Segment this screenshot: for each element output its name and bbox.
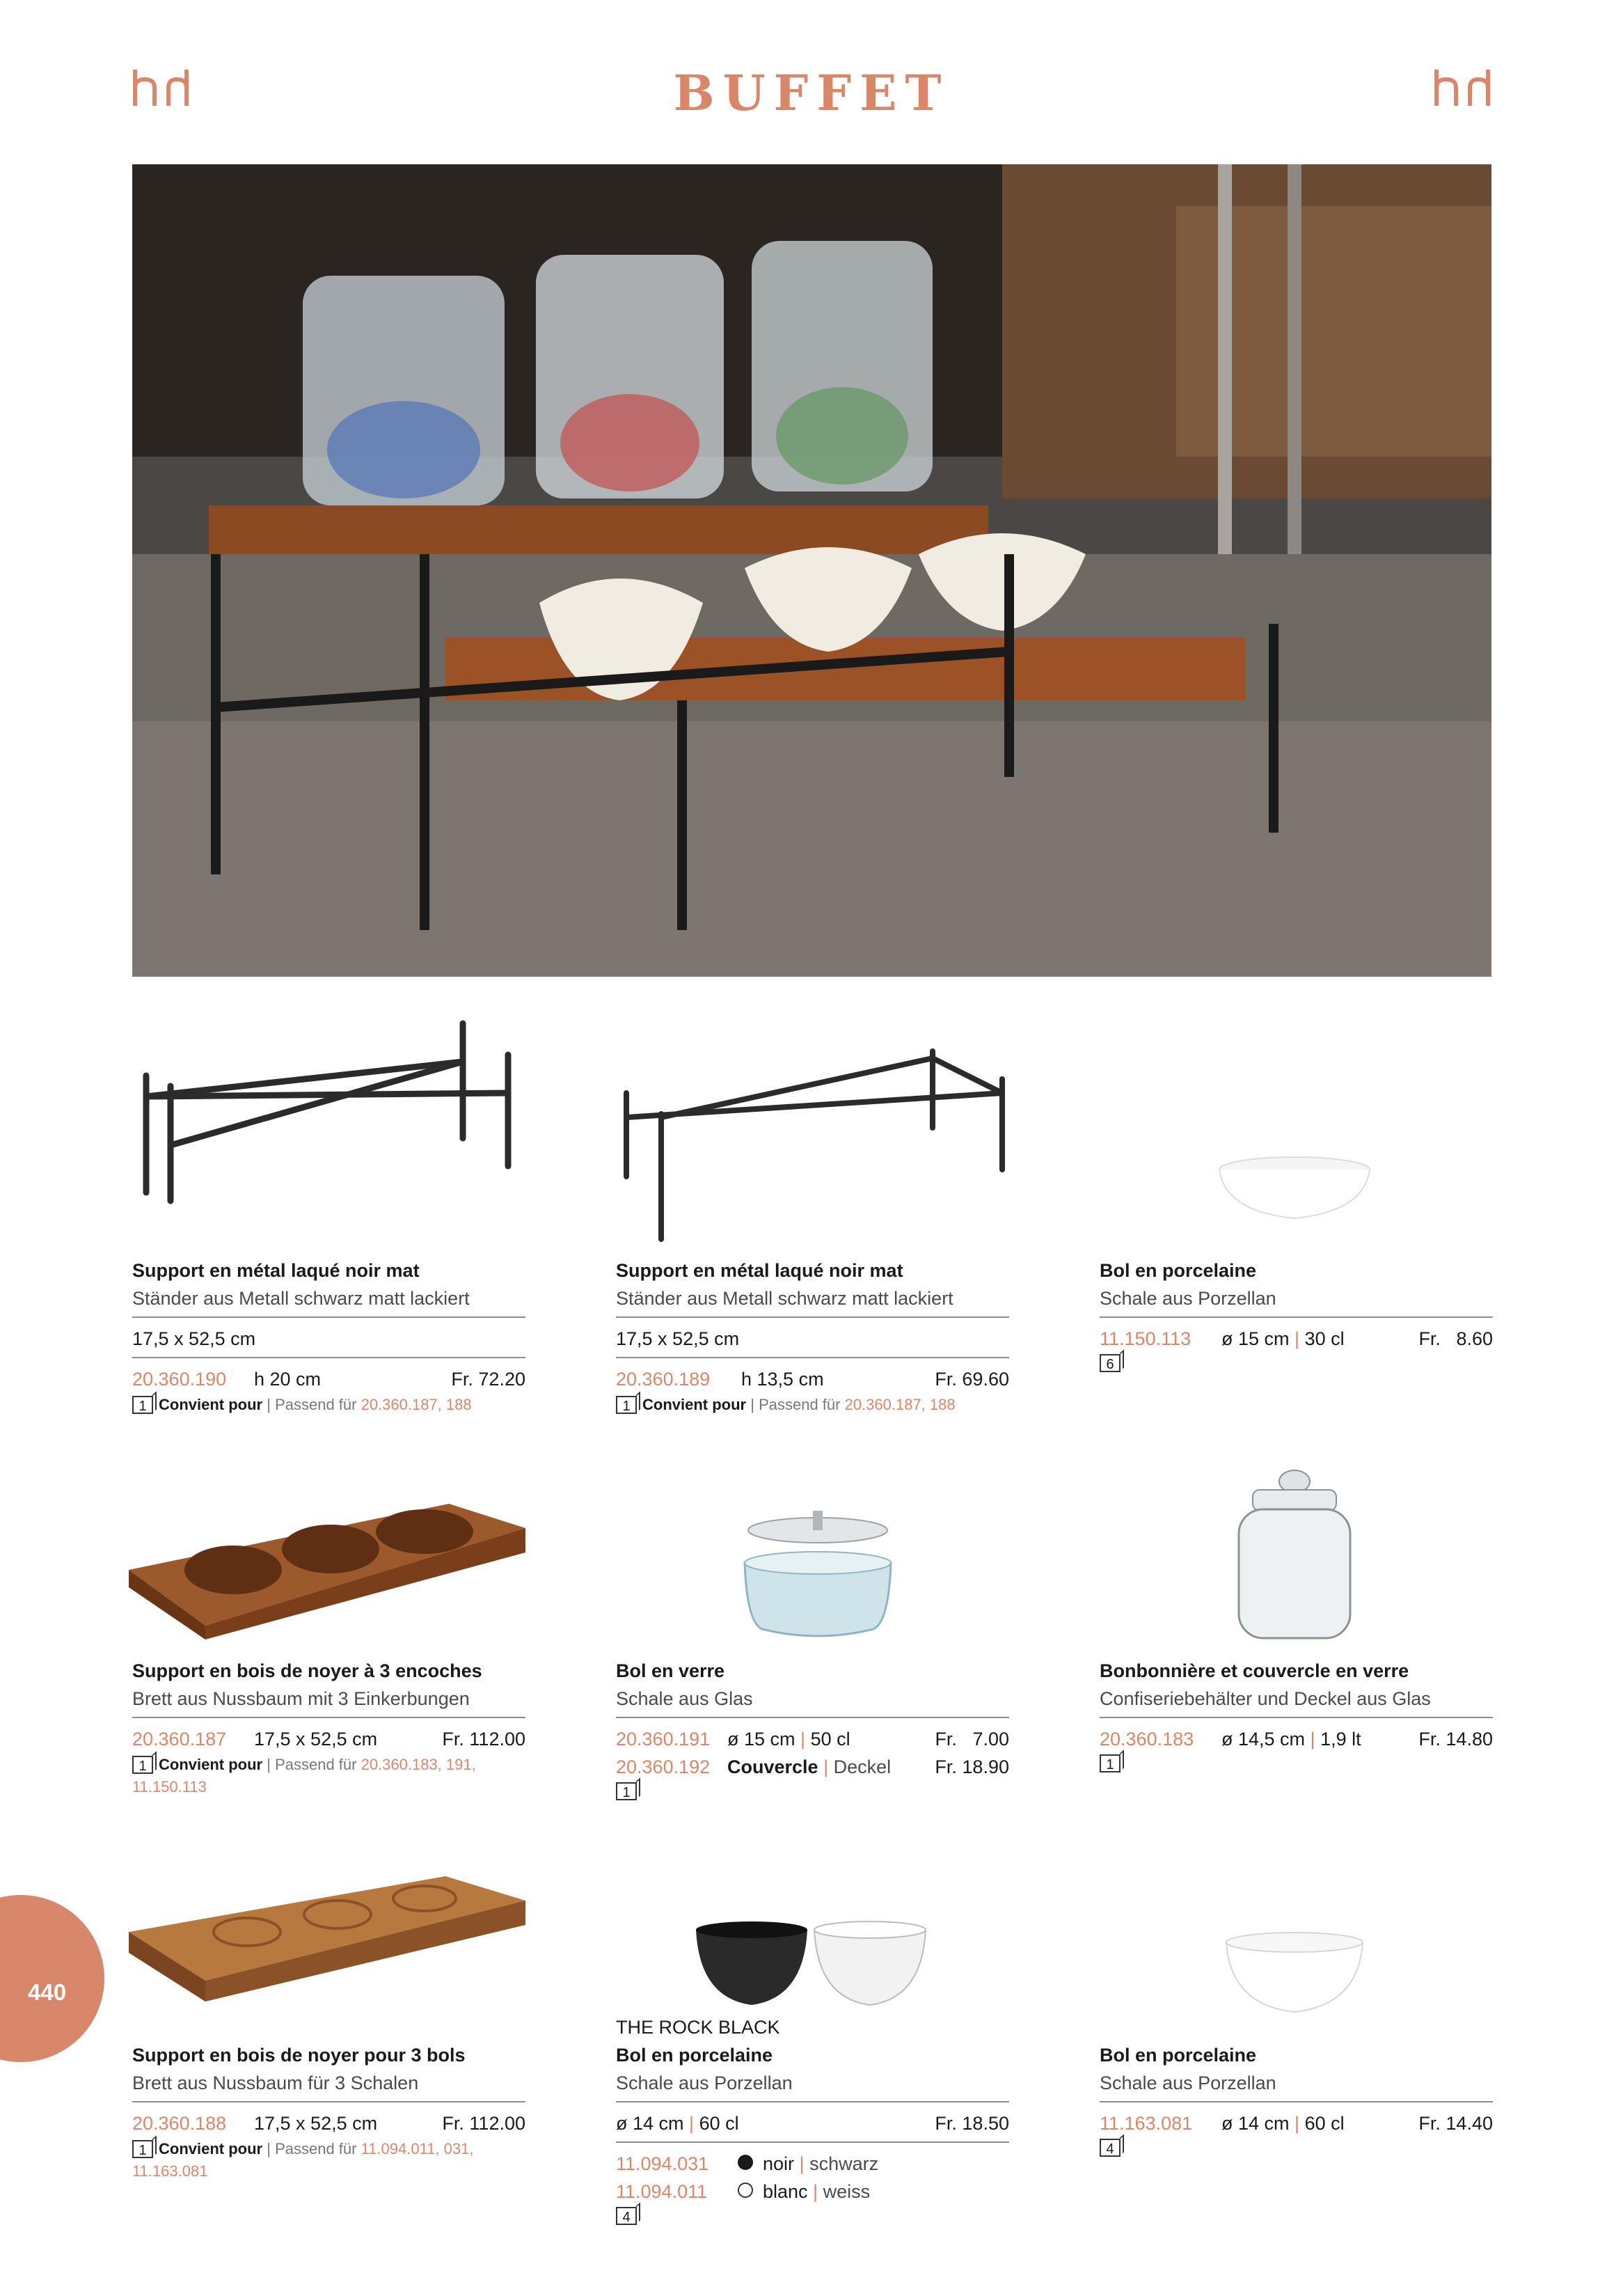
variant-color-de: schwarz (809, 2153, 879, 2174)
product-subtitle: Confiseriebehälter und Deckel aus Glas (1100, 1688, 1431, 1709)
pack-size-badge: 6 (1100, 1354, 1121, 1372)
product-diameter: ø 14 cm (616, 2113, 684, 2134)
fits-label-fr: Convient pour (159, 2140, 263, 2157)
product-walnut-board-bowls (132, 2041, 525, 2182)
product-spec: h 13,5 cm (741, 1369, 824, 1390)
product-capacity: 60 cl (699, 2113, 739, 2134)
product-diameter: ø 15 cm (1221, 1328, 1290, 1349)
fits-separator: | (262, 2140, 276, 2157)
fits-codes: 20.360.187, 188 (844, 1396, 956, 1413)
product-title: Support en métal laqué noir mat (616, 1260, 903, 1281)
lid-label-de: Deckel (833, 1756, 892, 1777)
rock-bowls-icon (696, 1921, 926, 2012)
product-title: Support en métal laqué noir mat (132, 1260, 420, 1281)
article-code: 11.094.011 (616, 2181, 708, 2202)
product-series: THE ROCK BLACK (616, 2017, 780, 2038)
product-title: Support en bois de noyer pour 3 bols (132, 2045, 466, 2066)
pack-size-badge: 1 (132, 2140, 153, 2158)
product-price: Fr. 112.00 (442, 1729, 525, 1749)
product-diameter: ø 15 cm (727, 1729, 795, 1749)
article-code-lid: 20.360.192 (616, 1756, 711, 1777)
variant-color-fr: blanc (763, 2181, 808, 2202)
product-walnut-board-notches (132, 1657, 525, 1798)
fits-codes: 20.360.187, 188 (361, 1396, 472, 1413)
product-candy-jar: Bonbonnière et couvercle en verre Confiseriebehälter und Deckel aus Glas 20.360.183 ø 14,5 cm | 1,9 lt Fr. 14.80 1 (1100, 1657, 1493, 1772)
product-capacity: 1,9 lt (1320, 1729, 1361, 1749)
page-number-tab (0, 1895, 104, 2062)
product-title: Bonbonnière et couvercle en verre (1100, 1660, 1409, 1681)
fits-label-fr: Convient pour (159, 1756, 263, 1773)
fits-separator: | (746, 1396, 759, 1413)
stand-high-icon (132, 1020, 525, 1243)
product-title: Bol en porcelaine (1100, 1260, 1257, 1281)
porcelain-bowl-flat-icon (1218, 1156, 1371, 1225)
variant-color-fr: noir (763, 2153, 795, 2174)
product-spec: 17,5 x 52,5 cm (254, 2113, 378, 2134)
product-stand-low (616, 1257, 1009, 1415)
fits-separator: | (262, 1756, 276, 1773)
fits-label-de: Passend für (275, 2140, 361, 2157)
product-subtitle: Schale aus Porzellan (1100, 1288, 1276, 1309)
article-code: 20.360.188 (132, 2113, 227, 2134)
product-price: Fr. 18.50 (935, 2113, 1009, 2134)
article-code: 11.094.031 (616, 2153, 709, 2174)
glass-candy-jar-icon (1232, 1469, 1357, 1643)
product-stand-high (132, 1257, 525, 1415)
porcelain-bowl-deep-icon (1225, 1932, 1364, 2015)
product-subtitle: Schale aus Glas (616, 1688, 753, 1709)
product-subtitle: Ständer aus Metall schwarz matt lackiert (616, 1288, 953, 1309)
lid-label-fr: Couvercle (727, 1756, 818, 1777)
product-subtitle: Schale aus Porzellan (1100, 2073, 1276, 2093)
product-size: 17,5 x 52,5 cm (132, 1328, 256, 1349)
pack-size-badge: 1 (1100, 1754, 1121, 1772)
fits-codes-continued: 11.150.113 (132, 1778, 207, 1795)
product-capacity: 30 cl (1304, 1328, 1345, 1349)
variant-row: 11.094.031 noir | schwarz (616, 2150, 1009, 2178)
article-code: 20.360.191 (616, 1729, 711, 1749)
fits-label-fr: Convient pour (159, 1396, 263, 1413)
product-bowl-flat: Bol en porcelaine Schale aus Porzellan 11.150.113 ø 15 cm | 30 cl Fr. 8.60 6 (1100, 1257, 1493, 1372)
product-capacity: 50 cl (810, 1729, 850, 1749)
pack-size-badge: 1 (132, 1756, 153, 1774)
hd-logo-icon (1432, 67, 1492, 109)
product-price: Fr. 69.60 (935, 1369, 1009, 1390)
product-title: Bol en porcelaine (1100, 2045, 1257, 2066)
pack-size-badge: 1 (616, 1396, 637, 1414)
product-subtitle: Brett aus Nussbaum für 3 Schalen (132, 2073, 419, 2093)
pack-size-badge: 4 (1100, 2139, 1121, 2157)
product-glass-bowl: Bol en verre Schale aus Glas 20.360.191 ø 15 cm | 50 cl Fr. 7.00 20.360.192 Couvercle | Deckel Fr. 18.90 1 (616, 1657, 1009, 1800)
page-number: 440 (28, 1979, 67, 2005)
pack-size-badge: 1 (616, 1782, 637, 1800)
article-code: 20.360.189 (616, 1369, 711, 1390)
article-code: 20.360.190 (132, 1369, 227, 1390)
product-price: Fr. 14.40 (1418, 2113, 1493, 2134)
fits-label-fr: Convient pour (642, 1396, 747, 1413)
black-swatch-icon (738, 2155, 753, 2170)
product-price: Fr. 72.20 (451, 1369, 525, 1390)
variant-row: 11.094.011 blanc | weiss (616, 2178, 1009, 2205)
fits-codes: 11.094.011, 031, (361, 2140, 474, 2157)
product-capacity: 60 cl (1304, 2113, 1345, 2134)
fits-label-de: Passend für (275, 1396, 361, 1413)
glass-bowl-with-lid-icon (741, 1511, 894, 1643)
fits-separator: | (262, 1396, 276, 1413)
product-price: Fr. 112.00 (442, 2113, 525, 2134)
article-code: 20.360.187 (132, 1729, 227, 1749)
product-price: Fr. 7.00 (935, 1729, 1009, 1749)
fits-label-de: Passend für (275, 1756, 361, 1773)
product-title: Support en bois de noyer à 3 encoches (132, 1660, 482, 1681)
product-price: Fr. 14.80 (1418, 1729, 1493, 1749)
product-price: Fr. 8.60 (1418, 1328, 1493, 1349)
product-diameter: ø 14 cm (1221, 2113, 1290, 2134)
pack-size-badge: 4 (616, 2207, 637, 2225)
white-swatch-icon (738, 2183, 753, 2198)
variant-color-de: weiss (823, 2181, 871, 2202)
lid-price: Fr. 18.90 (935, 1756, 1009, 1777)
article-code: 11.163.081 (1100, 2113, 1193, 2134)
fits-label-de: Passend für (759, 1396, 845, 1413)
product-subtitle: Brett aus Nussbaum mit 3 Einkerbungen (132, 1688, 470, 1709)
product-subtitle: Ständer aus Metall schwarz matt lackiert (132, 1288, 470, 1309)
fits-codes: 20.360.183, 191, (361, 1756, 476, 1773)
product-diameter: ø 14,5 cm (1221, 1729, 1306, 1749)
page-title: BUFFET (673, 64, 950, 122)
product-title: Bol en porcelaine (616, 2045, 773, 2066)
hero-photo (132, 164, 1491, 977)
article-code: 11.150.113 (1100, 1328, 1191, 1349)
product-rock-bowl: THE ROCK BLACK Bol en porcelaine Schale aus Porzellan ø 14 cm | 60 cl Fr. 18.50 11.094.031 noir | schwarz 11.094.011 blanc | weiss 4 (616, 2013, 1009, 2225)
product-subtitle: Schale aus Porzellan (616, 2073, 793, 2093)
walnut-board-3-notches-icon (129, 1500, 525, 1640)
walnut-board-3-bowls-icon (129, 1876, 525, 2002)
pack-size-badge: 1 (132, 1396, 153, 1414)
stand-low-icon (616, 1037, 1009, 1246)
product-size: 17,5 x 52,5 cm (616, 1328, 740, 1349)
article-code: 20.360.183 (1100, 1729, 1194, 1749)
product-bowl-deep: Bol en porcelaine Schale aus Porzellan 11.163.081 ø 14 cm | 60 cl Fr. 14.40 4 (1100, 2041, 1493, 2157)
product-spec: h 20 cm (254, 1369, 322, 1390)
logo-right (1432, 67, 1492, 109)
fits-codes-continued: 11.163.081 (132, 2162, 208, 2180)
product-spec: 17,5 x 52,5 cm (254, 1729, 378, 1749)
product-title: Bol en verre (616, 1660, 725, 1681)
